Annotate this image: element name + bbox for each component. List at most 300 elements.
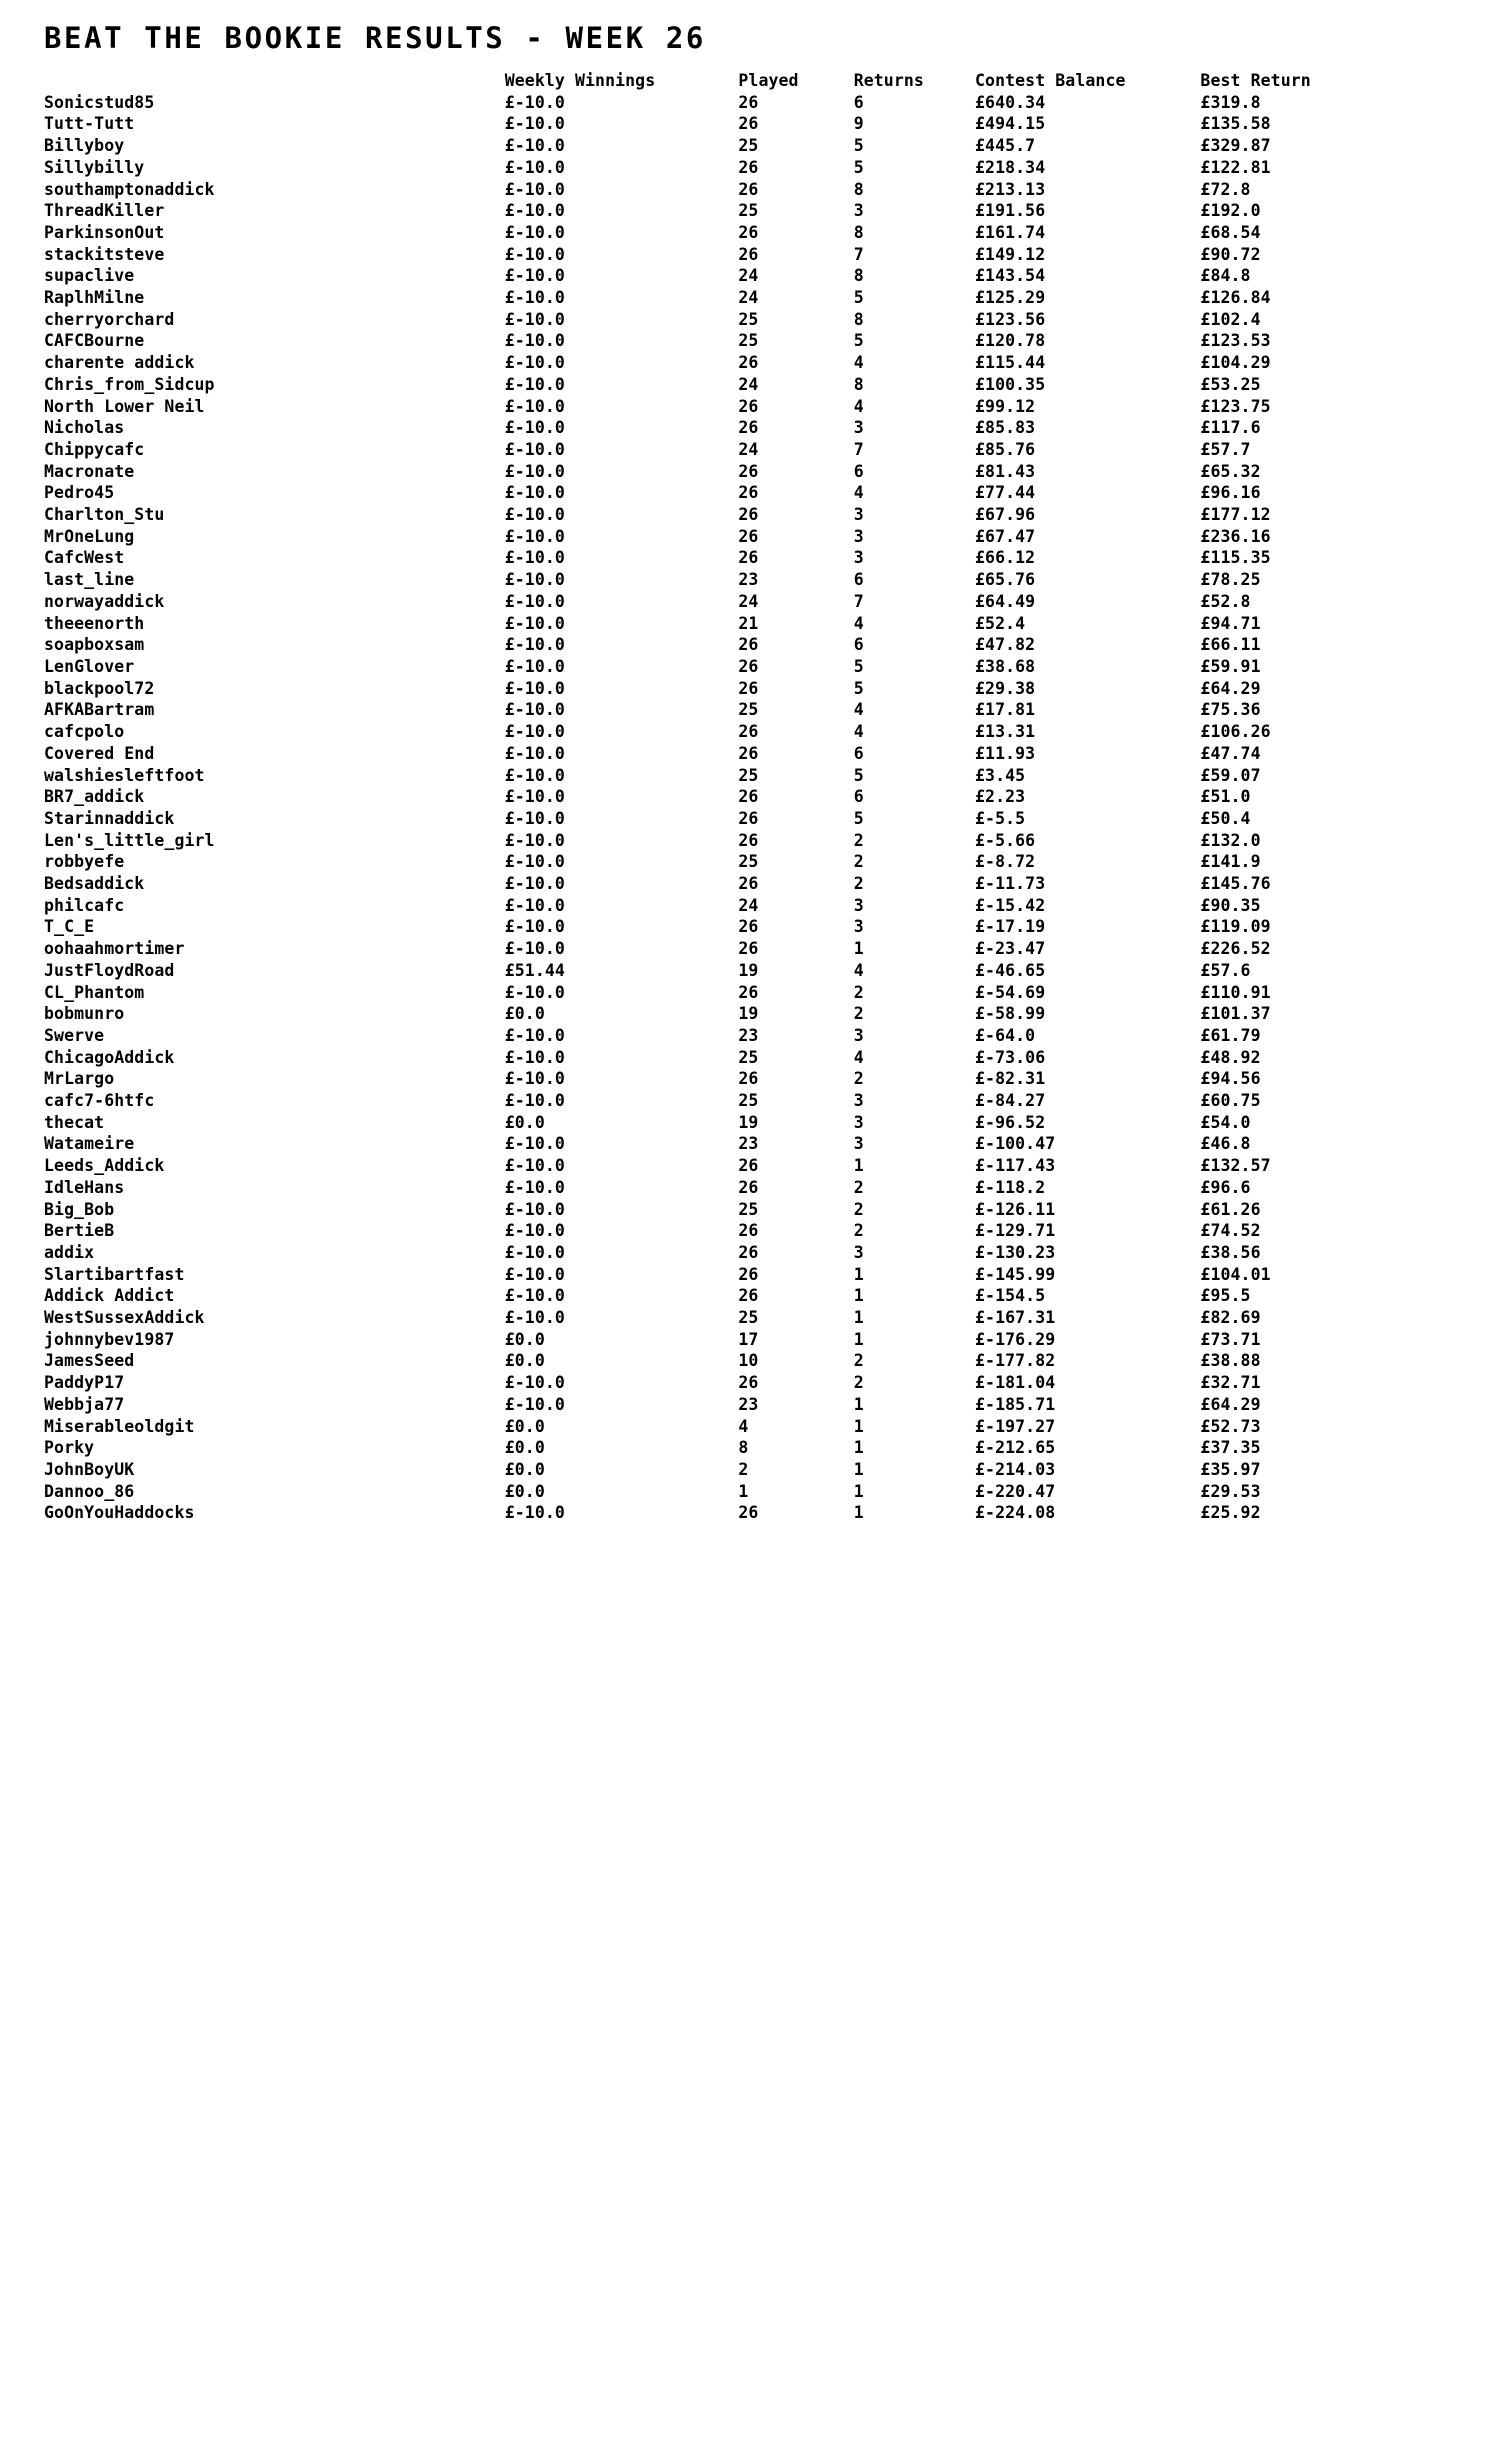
cell-played: 26 — [738, 1156, 759, 1176]
cell-weekly: £-10.0 — [504, 244, 565, 264]
page-title: BEAT THE BOOKIE RESULTS - WEEK 26 — [44, 21, 706, 56]
cell-weekly: £-10.0 — [504, 1221, 565, 1241]
cell-name: last_line — [44, 570, 135, 590]
cell-balance: £213.13 — [975, 179, 1046, 199]
cell-balance: £-185.71 — [975, 1394, 1056, 1414]
cell-name: WestSussexAddick — [44, 1308, 205, 1328]
cell-weekly: £-10.0 — [504, 136, 565, 156]
cell-played: 26 — [738, 157, 759, 177]
cell-played: 21 — [738, 613, 759, 633]
cell-best: £64.29 — [1200, 1394, 1261, 1414]
cell-played: 24 — [738, 288, 759, 308]
cell-name: Porky — [44, 1438, 95, 1458]
cell-name: Billyboy — [44, 136, 125, 156]
cell-best: £123.75 — [1200, 396, 1271, 416]
column-header-returns: Returns — [853, 71, 924, 90]
cell-balance: £445.7 — [975, 136, 1036, 156]
cell-returns: 4 — [853, 483, 864, 503]
cell-best: £54.0 — [1200, 1112, 1251, 1132]
cell-returns: 4 — [853, 353, 864, 373]
cell-returns: 3 — [853, 1134, 864, 1154]
cell-name: cherryorchard — [44, 309, 175, 329]
table-row — [0, 396, 1500, 418]
cell-best: £135.58 — [1200, 114, 1271, 134]
cell-name: T_C_E — [44, 917, 95, 937]
cell-balance: £-129.71 — [975, 1221, 1056, 1241]
cell-played: 25 — [738, 1091, 759, 1111]
cell-best: £68.54 — [1200, 222, 1261, 242]
table-row — [0, 699, 1500, 721]
cell-returns: 1 — [853, 1286, 864, 1306]
cell-best: £236.16 — [1200, 526, 1271, 546]
table-row — [0, 808, 1500, 830]
table-row — [0, 765, 1500, 787]
cell-returns: 3 — [853, 1091, 864, 1111]
cell-best: £319.8 — [1200, 92, 1261, 112]
cell-weekly: £0.0 — [504, 1416, 545, 1436]
cell-best: £177.12 — [1200, 505, 1271, 525]
cell-played: 26 — [738, 461, 759, 481]
cell-weekly: £-10.0 — [504, 309, 565, 329]
cell-returns: 2 — [853, 1373, 864, 1393]
cell-played: 8 — [738, 1438, 749, 1458]
cell-balance: £123.56 — [975, 309, 1046, 329]
cell-balance: £-118.2 — [975, 1177, 1046, 1197]
cell-played: 23 — [738, 1025, 759, 1045]
cell-returns: 9 — [853, 114, 864, 134]
cell-best: £145.76 — [1200, 874, 1271, 894]
cell-played: 25 — [738, 700, 759, 720]
table-header — [0, 70, 1500, 92]
cell-weekly: £-10.0 — [504, 396, 565, 416]
table-row — [0, 613, 1500, 635]
cell-balance: £-145.99 — [975, 1264, 1056, 1284]
cell-name: RaplhMilne — [44, 288, 145, 308]
cell-played: 26 — [738, 1177, 759, 1197]
cell-best: £46.8 — [1200, 1134, 1251, 1154]
table-row — [0, 1307, 1500, 1329]
table-row — [0, 330, 1500, 352]
cell-weekly: £-10.0 — [504, 808, 565, 828]
cell-played: 25 — [738, 331, 759, 351]
cell-best: £72.8 — [1200, 179, 1251, 199]
cell-played: 25 — [738, 765, 759, 785]
cell-weekly: £-10.0 — [504, 1091, 565, 1111]
cell-name: GoOnYouHaddocks — [44, 1503, 195, 1523]
cell-best: £119.09 — [1200, 917, 1271, 937]
cell-played: 26 — [738, 353, 759, 373]
cell-returns: 6 — [853, 743, 864, 763]
cell-returns: 4 — [853, 396, 864, 416]
cell-balance: £-84.27 — [975, 1091, 1046, 1111]
column-header-played: Played — [738, 71, 799, 90]
cell-weekly: £0.0 — [504, 1329, 545, 1349]
cell-returns: 4 — [853, 613, 864, 633]
table-row — [0, 222, 1500, 244]
cell-balance: £-197.27 — [975, 1416, 1056, 1436]
cell-balance: £47.82 — [975, 635, 1036, 655]
cell-returns: 6 — [853, 787, 864, 807]
cell-balance: £-176.29 — [975, 1329, 1056, 1349]
cell-played: 2 — [738, 1460, 749, 1479]
cell-name: AFKABartram — [44, 700, 155, 720]
cell-balance: £-82.31 — [975, 1069, 1046, 1089]
column-header-best-return: Best Return — [1200, 71, 1311, 90]
cell-best: £226.52 — [1200, 939, 1271, 959]
cell-name: IdleHans — [44, 1177, 125, 1197]
cell-returns: 3 — [853, 201, 864, 221]
cell-returns: 1 — [853, 1438, 864, 1458]
cell-name: walshiesleftfoot — [44, 765, 205, 785]
cell-weekly: £-10.0 — [504, 852, 565, 872]
cell-balance: £143.54 — [975, 266, 1046, 286]
cell-weekly: £-10.0 — [504, 179, 565, 199]
cell-name: PaddyP17 — [44, 1373, 125, 1393]
cell-returns: 2 — [853, 852, 864, 872]
cell-weekly: £-10.0 — [504, 722, 565, 742]
cell-name: stackitsteve — [44, 244, 165, 264]
table-row — [0, 938, 1500, 960]
table-row — [0, 1416, 1500, 1438]
cell-balance: £149.12 — [975, 244, 1046, 264]
table-row — [0, 244, 1500, 266]
cell-name: Macronate — [44, 461, 135, 481]
cell-played: 26 — [738, 505, 759, 525]
cell-best: £61.79 — [1200, 1025, 1261, 1045]
cell-best: £66.11 — [1200, 635, 1261, 655]
cell-played: 19 — [738, 960, 759, 980]
cell-best: £123.53 — [1200, 331, 1271, 351]
cell-played: 26 — [738, 1242, 759, 1262]
cell-best: £94.56 — [1200, 1069, 1261, 1089]
table-row — [0, 179, 1500, 201]
cell-best: £96.16 — [1200, 483, 1261, 503]
cell-returns: 6 — [853, 461, 864, 481]
cell-best: £64.29 — [1200, 678, 1261, 698]
cell-name: johnnybev1987 — [44, 1329, 175, 1349]
table-row — [0, 439, 1500, 461]
cell-weekly: £-10.0 — [504, 1503, 565, 1523]
table-row — [0, 569, 1500, 591]
table-row — [0, 547, 1500, 569]
cell-balance: £17.81 — [975, 700, 1036, 720]
cell-played: 26 — [738, 787, 759, 807]
cell-best: £60.75 — [1200, 1091, 1261, 1111]
cell-name: ChicagoAddick — [44, 1047, 175, 1067]
cell-name: JohnBoyUK — [44, 1460, 135, 1479]
cell-name: blackpool72 — [44, 678, 155, 698]
cell-returns: 5 — [853, 331, 864, 351]
cell-name: Addick Addict — [44, 1286, 175, 1306]
cell-returns: 3 — [853, 917, 864, 937]
table-row — [0, 743, 1500, 765]
cell-weekly: £-10.0 — [504, 678, 565, 698]
cell-best: £57.6 — [1200, 960, 1251, 980]
cell-best: £65.32 — [1200, 461, 1261, 481]
cell-balance: £3.45 — [975, 765, 1026, 785]
table-row — [0, 1199, 1500, 1221]
table-row — [0, 526, 1500, 548]
cell-weekly: £-10.0 — [504, 201, 565, 221]
cell-played: 26 — [738, 656, 759, 676]
cell-played: 25 — [738, 852, 759, 872]
cell-weekly: £-10.0 — [504, 331, 565, 351]
table-row — [0, 786, 1500, 808]
table-row — [0, 352, 1500, 374]
cell-played: 26 — [738, 92, 759, 112]
cell-balance: £29.38 — [975, 678, 1036, 698]
cell-returns: 1 — [853, 1460, 864, 1479]
table-row — [0, 916, 1500, 938]
cell-name: LenGlover — [44, 656, 135, 676]
cell-balance: £-220.47 — [975, 1481, 1056, 1501]
cell-played: 24 — [738, 591, 759, 611]
cell-weekly: £-10.0 — [504, 1177, 565, 1197]
cell-weekly: £-10.0 — [504, 353, 565, 373]
table-row — [0, 157, 1500, 179]
cell-weekly: £-10.0 — [504, 1047, 565, 1067]
cell-balance: £81.43 — [975, 461, 1036, 481]
cell-balance: £99.12 — [975, 396, 1036, 416]
table-row — [0, 1394, 1500, 1416]
cell-balance: £-212.65 — [975, 1438, 1056, 1458]
cell-returns: 8 — [853, 179, 864, 199]
cell-played: 26 — [738, 244, 759, 264]
cell-balance: £66.12 — [975, 548, 1036, 568]
table-row — [0, 851, 1500, 873]
cell-name: norwayaddick — [44, 591, 165, 611]
cell-balance: £-117.43 — [975, 1156, 1056, 1176]
cell-best: £32.71 — [1200, 1373, 1261, 1393]
cell-balance: £-46.65 — [975, 960, 1046, 980]
cell-returns: 2 — [853, 1004, 864, 1024]
cell-best: £90.35 — [1200, 895, 1261, 915]
cell-name: supaclive — [44, 266, 135, 286]
cell-weekly: £-10.0 — [504, 743, 565, 763]
cell-name: Miserableoldgit — [44, 1416, 195, 1436]
table-row — [0, 461, 1500, 483]
table-row — [0, 1047, 1500, 1069]
cell-balance: £-224.08 — [975, 1503, 1056, 1523]
cell-weekly: £-10.0 — [504, 570, 565, 590]
cell-balance: £120.78 — [975, 331, 1046, 351]
table-row — [0, 1285, 1500, 1307]
cell-name: CafcWest — [44, 548, 125, 568]
table-row — [0, 309, 1500, 331]
cell-played: 23 — [738, 1134, 759, 1154]
cell-balance: £38.68 — [975, 656, 1036, 676]
cell-best: £78.25 — [1200, 570, 1261, 590]
cell-name: Charlton_Stu — [44, 505, 165, 525]
cell-balance: £-214.03 — [975, 1460, 1056, 1479]
cell-played: 25 — [738, 201, 759, 221]
cell-name: JustFloydRoad — [44, 960, 175, 980]
cell-name: theeenorth — [44, 613, 145, 633]
cell-name: Watameire — [44, 1134, 135, 1154]
cell-played: 4 — [738, 1416, 749, 1436]
column-header-weekly-winnings: Weekly Winnings — [504, 71, 656, 90]
cell-name: ThreadKiller — [44, 201, 165, 221]
cell-played: 26 — [738, 418, 759, 438]
table-row — [0, 1481, 1500, 1503]
cell-balance: £85.83 — [975, 418, 1036, 438]
cell-name: Chippycafc — [44, 439, 145, 459]
cell-weekly: £0.0 — [504, 1004, 545, 1024]
cell-played: 26 — [738, 1373, 759, 1393]
table-row — [0, 1090, 1500, 1112]
table-row — [0, 1437, 1500, 1459]
cell-balance: £-54.69 — [975, 982, 1046, 1002]
cell-balance: £-154.5 — [975, 1286, 1046, 1306]
cell-balance: £-100.47 — [975, 1134, 1056, 1154]
cell-best: £59.07 — [1200, 765, 1261, 785]
cell-name: Len's_little_girl — [44, 830, 215, 850]
cell-weekly: £-10.0 — [504, 1134, 565, 1154]
cell-played: 24 — [738, 895, 759, 915]
cell-name: cafc7-6htfc — [44, 1091, 155, 1111]
cell-name: JamesSeed — [44, 1351, 135, 1371]
cell-returns: 4 — [853, 1047, 864, 1067]
cell-returns: 7 — [853, 244, 864, 264]
cell-played: 19 — [738, 1112, 759, 1132]
cell-weekly: £-10.0 — [504, 548, 565, 568]
cell-played: 26 — [738, 939, 759, 959]
cell-best: £141.9 — [1200, 852, 1261, 872]
cell-name: Webbja77 — [44, 1394, 125, 1414]
cell-best: £53.25 — [1200, 374, 1261, 394]
cell-name: soapboxsam — [44, 635, 145, 655]
cell-returns: 5 — [853, 765, 864, 785]
cell-weekly: £-10.0 — [504, 1286, 565, 1306]
cell-best: £122.81 — [1200, 157, 1271, 177]
cell-played: 26 — [738, 635, 759, 655]
cell-name: philcafc — [44, 895, 125, 915]
cell-played: 26 — [738, 1069, 759, 1089]
cell-name: charente addick — [44, 353, 195, 373]
table-row — [0, 1068, 1500, 1090]
cell-name: Sillybilly — [44, 157, 145, 177]
cell-best: £101.37 — [1200, 1004, 1271, 1024]
cell-best: £25.92 — [1200, 1503, 1261, 1523]
cell-balance: £-8.72 — [975, 852, 1036, 872]
table-header-row — [0, 70, 1500, 92]
cell-weekly: £-10.0 — [504, 700, 565, 720]
cell-returns: 1 — [853, 1308, 864, 1328]
cell-best: £94.71 — [1200, 613, 1261, 633]
cell-played: 24 — [738, 266, 759, 286]
cell-returns: 4 — [853, 722, 864, 742]
table-row — [0, 287, 1500, 309]
table-row — [0, 374, 1500, 396]
cell-best: £35.97 — [1200, 1460, 1261, 1479]
cell-name: CAFCBourne — [44, 331, 145, 351]
table-row — [0, 135, 1500, 157]
cell-best: £104.29 — [1200, 353, 1271, 373]
cell-balance: £-58.99 — [975, 1004, 1046, 1024]
cell-balance: £640.34 — [975, 92, 1046, 112]
cell-returns: 2 — [853, 982, 864, 1002]
cell-weekly: £-10.0 — [504, 939, 565, 959]
cell-weekly: £-10.0 — [504, 418, 565, 438]
cell-name: cafcpolo — [44, 722, 125, 742]
table-row — [0, 417, 1500, 439]
cell-best: £117.6 — [1200, 418, 1261, 438]
cell-weekly: £51.44 — [504, 960, 565, 980]
cell-balance: £77.44 — [975, 483, 1036, 503]
cell-returns: 3 — [853, 895, 864, 915]
table-row — [0, 1155, 1500, 1177]
cell-played: 25 — [738, 309, 759, 329]
cell-balance: £-167.31 — [975, 1308, 1056, 1328]
cell-returns: 3 — [853, 1112, 864, 1132]
cell-returns: 7 — [853, 439, 864, 459]
cell-returns: 7 — [853, 591, 864, 611]
cell-played: 26 — [738, 526, 759, 546]
cell-best: £82.69 — [1200, 1308, 1261, 1328]
cell-balance: £64.49 — [975, 591, 1036, 611]
cell-returns: 4 — [853, 960, 864, 980]
cell-balance: £85.76 — [975, 439, 1036, 459]
table-row — [0, 634, 1500, 656]
cell-weekly: £-10.0 — [504, 830, 565, 850]
cell-balance: £-73.06 — [975, 1047, 1046, 1067]
cell-best: £95.5 — [1200, 1286, 1251, 1306]
cell-best: £38.56 — [1200, 1242, 1261, 1262]
cell-played: 25 — [738, 136, 759, 156]
cell-best: £132.57 — [1200, 1156, 1271, 1176]
cell-balance: £52.4 — [975, 613, 1026, 633]
cell-weekly: £-10.0 — [504, 982, 565, 1002]
cell-name: thecat — [44, 1112, 105, 1132]
cell-weekly: £-10.0 — [504, 1308, 565, 1328]
cell-played: 25 — [738, 1308, 759, 1328]
cell-returns: 2 — [853, 1177, 864, 1197]
cell-played: 26 — [738, 722, 759, 742]
cell-balance: £67.96 — [975, 505, 1036, 525]
cell-returns: 5 — [853, 157, 864, 177]
cell-returns: 5 — [853, 288, 864, 308]
cell-played: 26 — [738, 1221, 759, 1241]
cell-weekly: £-10.0 — [504, 1242, 565, 1262]
cell-name: robbyefe — [44, 852, 125, 872]
cell-balance: £-11.73 — [975, 874, 1046, 894]
cell-weekly: £-10.0 — [504, 374, 565, 394]
cell-best: £52.8 — [1200, 591, 1251, 611]
cell-played: 26 — [738, 179, 759, 199]
table-row — [0, 895, 1500, 917]
cell-played: 25 — [738, 1047, 759, 1067]
cell-played: 26 — [738, 678, 759, 698]
cell-played: 24 — [738, 374, 759, 394]
cell-name: Slartibartfast — [44, 1264, 185, 1284]
cell-best: £106.26 — [1200, 722, 1271, 742]
table-row — [0, 960, 1500, 982]
cell-returns: 1 — [853, 1329, 864, 1349]
cell-name: Pedro45 — [44, 483, 115, 503]
cell-returns: 2 — [853, 874, 864, 894]
cell-played: 26 — [738, 114, 759, 134]
cell-played: 26 — [738, 1503, 759, 1523]
cell-weekly: £-10.0 — [504, 1025, 565, 1045]
cell-balance: £191.56 — [975, 201, 1046, 221]
cell-name: CL_Phantom — [44, 982, 145, 1002]
cell-weekly: £-10.0 — [504, 765, 565, 785]
cell-returns: 1 — [853, 1503, 864, 1523]
cell-weekly: £-10.0 — [504, 157, 565, 177]
cell-balance: £-177.82 — [975, 1351, 1056, 1371]
cell-returns: 2 — [853, 1351, 864, 1371]
cell-balance: £-126.11 — [975, 1199, 1056, 1219]
